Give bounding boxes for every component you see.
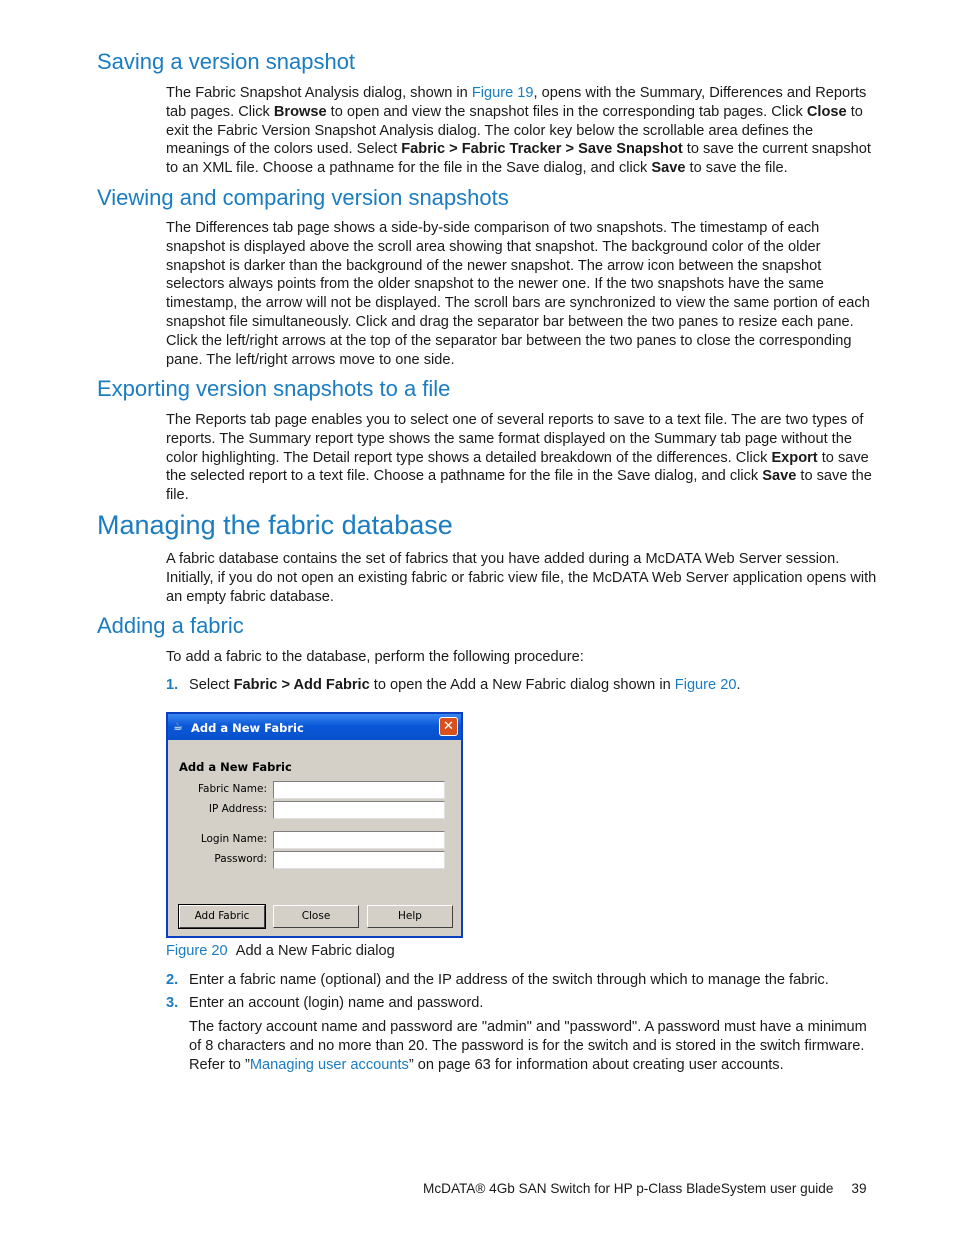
close-button[interactable]: Close — [273, 905, 359, 928]
fabric-name-label: Fabric Name: — [197, 783, 267, 795]
step-1: 1. Select Fabric > Add Fabric to open the Add a New Fabric dialog shown in Figure 20. — [166, 677, 741, 693]
heading-viewing-snapshots: Viewing and comparing version snapshots — [97, 185, 509, 210]
paragraph-managing-fabric-database: A fabric database contains the set of fabrics that you have added during a McDATA Web Server session. Initially, if you do not open an existing fabric or fabric view file, the McDATA Web Server application opens with an empty fabric database. — [166, 551, 877, 605]
add-new-fabric-dialog — [166, 712, 463, 938]
paragraph-viewing-snapshots: The Differences tab page shows a side-by-side comparison of two snapshots. The timestamp of each snapshot is displayed above the scroll area showing that snapshot. The background color of the older snapshot is darker than the background of the newer snapshot. The arrow icon between the snapshot selectors always points from the older snapshot to the newer one. If the two snapshots have the same timestamp, the arrow will not be displayed. The scroll bars are synchronized to view the same portion of each snapshot file simultaneously. Click and drag the separator bar between the two panes to resize each pane. Click the left/right arrows at the top of the separator bar between the two panes to close the corresponding pane. The left/right arrows move to one side. — [166, 220, 870, 368]
fabric-name-input[interactable] — [273, 781, 445, 799]
dialog-heading: Add a New Fabric — [179, 760, 292, 774]
heading-saving-snapshot: Saving a version snapshot — [97, 49, 356, 74]
step-2: 2. Enter a fabric name (optional) and the IP address of the switch through which to manage the fabric. — [166, 972, 829, 988]
page-number: 39 — [851, 1181, 867, 1196]
login-name-input[interactable] — [273, 831, 445, 849]
paragraph-password-note: The factory account name and password are "admin" and "password". A password must have a minimum of 8 characters and no more than 20. The password is for the switch and is stored in the switch firmware. Refer to ”Managing user accounts” on page 63 for information about creating user accounts. — [189, 1019, 867, 1073]
add-fabric-button[interactable]: Add Fabric — [179, 905, 265, 928]
paragraph-exporting-snapshots: The Reports tab page enables you to select one of several reports to save to a text file. The are two types of reports. The Summary report type shows the same format displayed on the Summary tab page without the color highlighting. The Detail report type shows a detailed breakdown of the differences. Click Export to save the selected report to a text file. Choose a pathname for the file in the Save dialog, and click Save to save the file. — [166, 412, 872, 504]
footer-title: McDATA® 4Gb SAN Switch for HP p-Class BladeSystem user guide — [423, 1181, 834, 1196]
login-name-label: Login Name: — [200, 833, 267, 845]
figure-19-link[interactable]: Figure 19 — [471, 85, 534, 101]
ip-address-label: IP Address: — [208, 803, 267, 815]
page-footer — [423, 1181, 867, 1196]
heading-adding-fabric: Adding a fabric — [97, 613, 244, 638]
heading-managing-fabric-database: Managing the fabric database — [97, 510, 453, 540]
dialog-title: Add a New Fabric — [191, 721, 304, 735]
help-button[interactable]: Help — [367, 905, 453, 928]
figure-20-link[interactable]: Figure 20 — [674, 677, 737, 693]
password-input[interactable] — [273, 851, 445, 869]
paragraph-adding-intro: To add a fabric to the database, perform the following procedure: — [166, 649, 584, 665]
figure-label: Figure 20 — [166, 943, 228, 959]
heading-exporting-snapshots: Exporting version snapshots to a file — [97, 376, 451, 401]
password-label: Password: — [214, 853, 267, 865]
java-coffee-icon: ☕ — [173, 721, 183, 733]
managing-user-accounts-link[interactable]: Managing user accounts — [249, 1057, 409, 1073]
dialog-title-bar[interactable] — [168, 714, 461, 740]
ip-address-input[interactable] — [273, 801, 445, 819]
paragraph-saving-snapshot: The Fabric Snapshot Analysis dialog, shown in Figure 19, opens with the Summary, Differences and Reports tab pages. Click Browse to open and view the snapshot files in the corresponding tab pages. Click Close to exit the Fabric Version Snapshot Analysis dialog. The color key below the scrollable area defines the meanings of the colors used. Select Fabric > Fabric Tracker > Save Snapshot to save the current snapshot to an XML file. Choose a pathname for the file in the Save dialog, and click Save to save the file. — [166, 85, 871, 177]
figure-caption: Figure 20 Add a New Fabric dialog — [166, 943, 395, 959]
close-icon[interactable]: ✕ — [439, 717, 458, 736]
step-3: 3. Enter an account (login) name and password. — [166, 995, 484, 1011]
